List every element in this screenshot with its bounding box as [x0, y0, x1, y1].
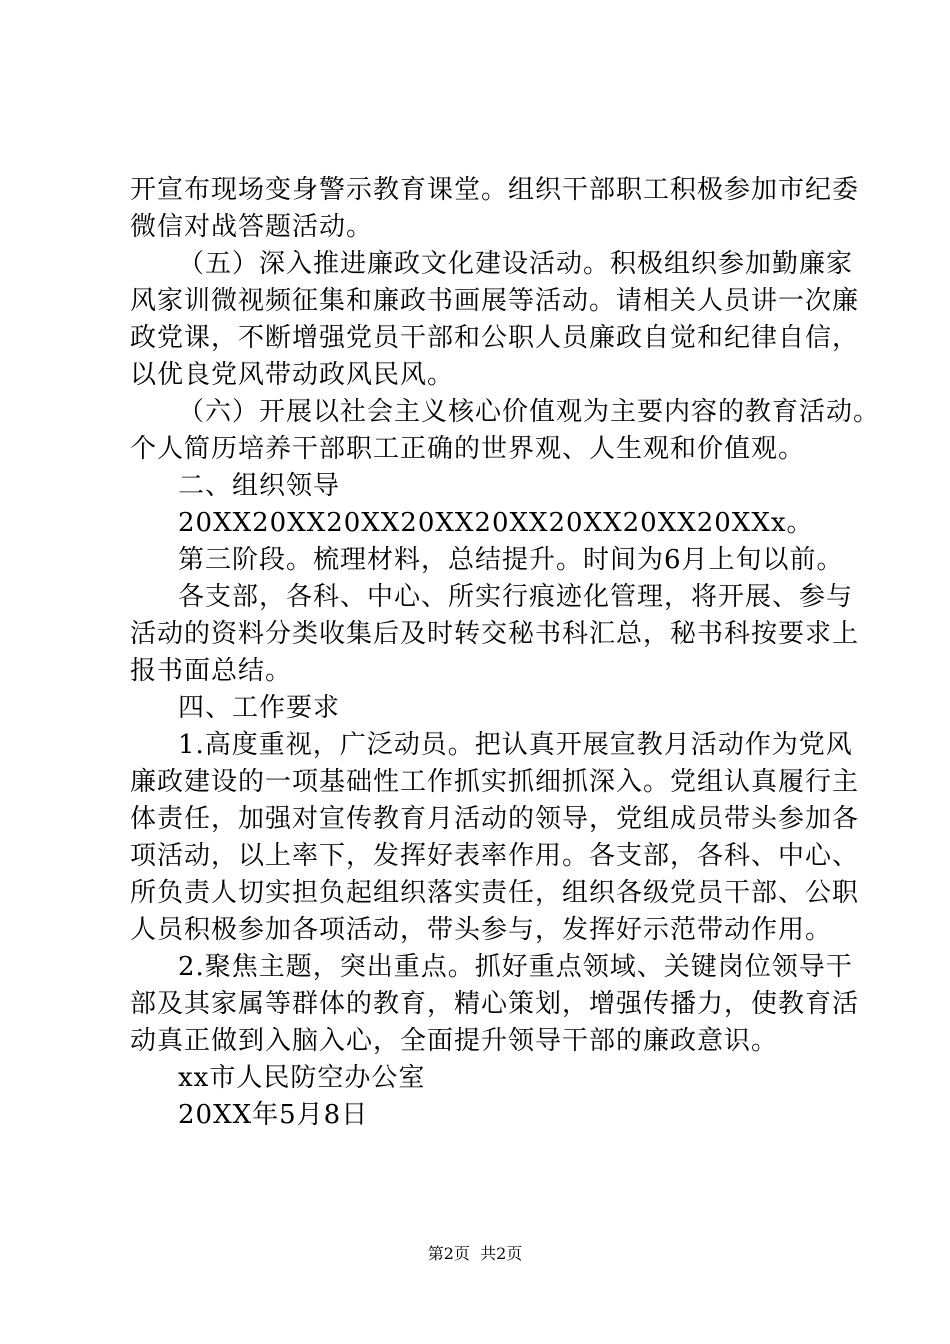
page-footer: 第2页 共2页 — [427, 1244, 523, 1263]
section-heading: 二、组织领导 — [178, 471, 341, 501]
text-line: 报书面总结。 — [130, 656, 293, 686]
text-line: 活动的资料分类收集后及时转交秘书科汇总，秘书科按要求上 — [130, 619, 860, 649]
document-body — [130, 172, 881, 1134]
text-line: 部及其家属等群体的教育，精心策划，增强传播力，使教育活 — [130, 989, 860, 1019]
text-line: 第三阶段。梳理材料，总结提升。时间为6月上旬以前。 — [178, 545, 844, 575]
text-line: 廉政建设的一项基础性工作抓实抓细抓深入。党组认真履行主 — [130, 767, 860, 797]
signature-organization: xx市人民防空办公室 — [178, 1063, 426, 1093]
text-line: 开宣布现场变身警示教育课堂。组织干部职工积极参加市纪委 — [130, 175, 860, 205]
text-line: 项活动，以上率下，发挥好表率作用。各支部，各科、中心、 — [130, 841, 860, 871]
text-line: 所负责人切实担负起组织落实责任，组织各级党员干部、公职 — [130, 878, 860, 908]
text-line: 1.高度重视，广泛动员。把认真开展宣教月活动作为党风 — [178, 730, 853, 760]
text-line: 体责任，加强对宣传教育月活动的领导，党组成员带头参加各 — [130, 804, 860, 834]
text-line: （五）深入推进廉政文化建设活动。积极组织参加勤廉家 — [178, 249, 854, 279]
section-heading: 四、工作要求 — [178, 693, 341, 723]
text-line: 以优良党风带动政风民风。 — [130, 360, 455, 390]
text-line: 2.聚焦主题，突出重点。抓好重点领域、关键岗位领导干 — [178, 952, 853, 982]
text-line: 20XX20XX20XX20XX20XX20XX20XX20XXx。 — [178, 508, 814, 538]
signature-date: 20XX年5月8日 — [178, 1100, 369, 1130]
text-line: 微信对战答题活动。 — [130, 212, 374, 242]
text-line: 动真正做到入脑入心，全面提升领导干部的廉政意识。 — [130, 1026, 779, 1056]
text-line: 个人简历培养干部职工正确的世界观、人生观和价值观。 — [130, 434, 806, 464]
text-line: 各支部，各科、中心、所实行痕迹化管理，将开展、参与 — [178, 582, 854, 612]
text-line: 政党课，不断增强党员干部和公职人员廉政自觉和纪律自信， — [130, 323, 860, 353]
text-line: 人员积极参加各项活动，带头参与，发挥好示范带动作用。 — [130, 915, 833, 945]
text-line: （六）开展以社会主义核心价值观为主要内容的教育活动。 — [178, 397, 881, 427]
text-line: 风家训微视频征集和廉政书画展等活动。请相关人员讲一次廉 — [130, 286, 860, 316]
